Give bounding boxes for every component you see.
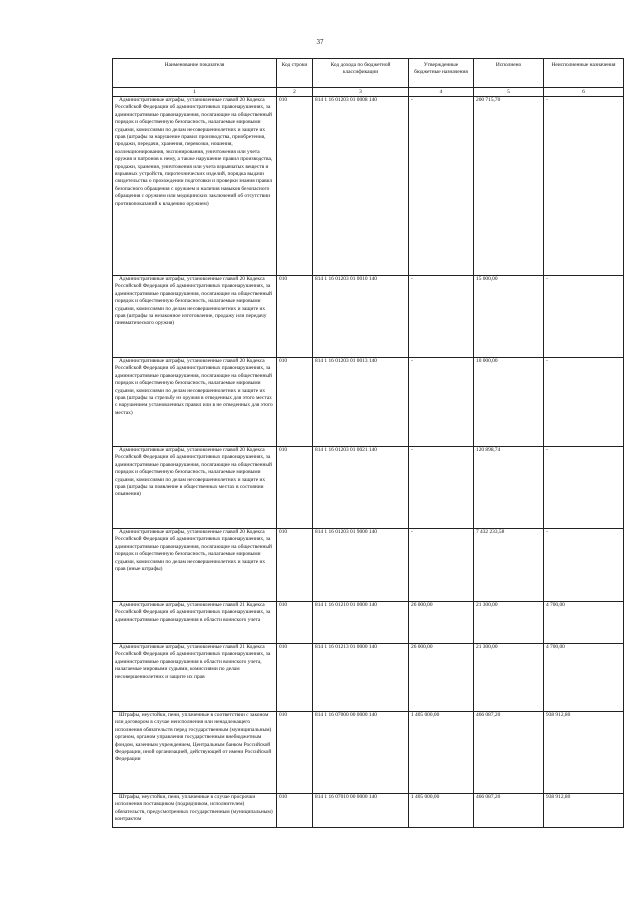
- header-executed: Исполнено: [474, 59, 544, 88]
- row-unexecuted: 4 700,00: [544, 644, 624, 712]
- row-approved: 26 000,00: [409, 644, 474, 712]
- header-approved: Утвержденные бюджетные назначения: [409, 59, 474, 88]
- row-code: 010: [277, 447, 313, 529]
- row-approved: -: [409, 529, 474, 602]
- column-number: 5: [474, 88, 544, 97]
- budget-execution-table: [112, 58, 624, 828]
- row-name: Административные штрафы, установленные главой 20 Кодекса Российской Федерации об административных правонарушениях, за административные правонарушения, посягающие на общественный порядок и общественную безопасность, налагаемые мировыми судьями, комиссиями по делам несовершеннолетних и защите их прав (иные штрафы): [113, 529, 277, 602]
- row-executed: 15 000,00: [474, 276, 544, 358]
- header-name: Наименование показателя: [113, 59, 277, 88]
- row-code: 010: [277, 97, 313, 276]
- column-number: 3: [313, 88, 409, 97]
- column-number: 1: [113, 88, 277, 97]
- row-name: Административные штрафы, установленные главой 20 Кодекса Российской Федерации об административных правонарушениях, за административные правонарушения, посягающие на общественный порядок и общественную безопасность, налагаемые мировыми судьями, комиссиями по делам несовершеннолетних и защите их прав (штрафы за нарушение правил производства, приобретения, продажи, передачи, хранения, перевозки, ношения, коллекционирования, экспонирования, уничтожения или учета оружия и патронов к нему, а также нарушение правил производства, продажи, хранения, уничтожения или учета взрывчатых веществ и взрывных устройств, пиротехнических изделий, порядка выдачи свидетельства о прохождении подготовки и проверки знания правил безопасного обращения с оружием и наличия навыков безопасного обращения с оружием или медицинских заключений об отсутствии противопоказаний к владению оружием): [113, 97, 277, 276]
- row-name: Административные штрафы, установленные главой 21 Кодекса Российской Федерации об административных правонарушениях, за административные правонарушения в области воинского учета, налагаемые мировыми судьями, комиссиями по делам несовершеннолетних и защите их прав: [113, 644, 277, 712]
- row-kbk: 814 1 16 01203 01 0021 140: [313, 447, 409, 529]
- row-executed: 21 300,00: [474, 602, 544, 644]
- row-code: 010: [277, 358, 313, 447]
- row-code: 010: [277, 276, 313, 358]
- row-unexecuted: 938 912,80: [544, 712, 624, 794]
- column-number: 4: [409, 88, 474, 97]
- row-kbk: 814 1 16 01213 01 0000 140: [313, 644, 409, 712]
- row-executed: 7 432 233,58: [474, 529, 544, 602]
- column-number-row: [113, 88, 624, 97]
- table-row: [113, 358, 624, 447]
- row-unexecuted: 4 700,00: [544, 602, 624, 644]
- table-header-row: [113, 59, 624, 88]
- row-unexecuted: -: [544, 276, 624, 358]
- row-kbk: 814 1 16 07010 00 0000 140: [313, 794, 409, 828]
- row-code: 010: [277, 602, 313, 644]
- row-approved: -: [409, 276, 474, 358]
- table-row: [113, 644, 624, 712]
- row-executed: 200 715,70: [474, 97, 544, 276]
- row-approved: 1 405 000,00: [409, 794, 474, 828]
- row-unexecuted: -: [544, 97, 624, 276]
- row-kbk: 814 1 16 01203 01 9000 140: [313, 529, 409, 602]
- row-kbk: 814 1 16 01203 01 0008 140: [313, 97, 409, 276]
- row-unexecuted: 938 912,80: [544, 794, 624, 828]
- row-approved: 26 000,00: [409, 602, 474, 644]
- row-kbk: 814 1 16 07000 00 0000 140: [313, 712, 409, 794]
- row-code: 010: [277, 529, 313, 602]
- table-row: [113, 276, 624, 358]
- row-kbk: 814 1 16 01203 01 0013 140: [313, 358, 409, 447]
- table-row: [113, 712, 624, 794]
- row-name: Административные штрафы, установленные главой 20 Кодекса Российской Федерации об административных правонарушениях, за административные правонарушения, посягающие на общественный порядок и общественную безопасность, налагаемые мировыми судьями, комиссиями по делам несовершеннолетних и защите их прав (штрафы за стрельбу из оружия в отведенных для этого местах с нарушением установленных правил или в не отведенных для этого местах): [113, 358, 277, 447]
- table-row: [113, 529, 624, 602]
- row-unexecuted: -: [544, 358, 624, 447]
- row-unexecuted: -: [544, 447, 624, 529]
- page-number: 37: [316, 38, 324, 46]
- row-approved: -: [409, 358, 474, 447]
- row-executed: 466 087,20: [474, 712, 544, 794]
- header-kbk: Код дохода по бюджетной классификации: [313, 59, 409, 88]
- table-body: [113, 97, 624, 828]
- row-name: Административные штрафы, установленные главой 20 Кодекса Российской Федерации об административных правонарушениях, за административные правонарушения, посягающие на общественный порядок и общественную безопасность, налагаемые мировыми судьями, комиссиями по делам несовершеннолетних и защите их прав (штрафы за появление в общественных местах в состоянии опьянения): [113, 447, 277, 529]
- header-unexecuted: Неисполненные назначения: [544, 59, 624, 88]
- row-name: Штрафы, неустойки, пени, уплаченные в случае просрочки исполнения поставщиком (подрядчиком, исполнителем) обязательств, предусмотренных государственным (муниципальным) контрактом: [113, 794, 277, 828]
- table-row: [113, 447, 624, 529]
- row-approved: 1 405 000,00: [409, 712, 474, 794]
- row-code: 010: [277, 794, 313, 828]
- row-kbk: 814 1 16 01203 01 0010 140: [313, 276, 409, 358]
- row-code: 010: [277, 644, 313, 712]
- row-executed: 120 898,74: [474, 447, 544, 529]
- row-kbk: 814 1 16 01210 01 0000 140: [313, 602, 409, 644]
- column-number: 6: [544, 88, 624, 97]
- row-approved: -: [409, 447, 474, 529]
- table-row: [113, 602, 624, 644]
- column-number: 2: [277, 88, 313, 97]
- row-name: Штрафы, неустойки, пени, уплаченные в соответствии с законом или договором в случае неисполнения или ненадлежащего исполнения обязательств перед государственным (муниципальным) органом, органом управления государственным внебюджетным фондом, казенным учреждением, Центральным банком Российской Федерации, иной организацией, действующей от имени Российской Федерации: [113, 712, 277, 794]
- row-unexecuted: -: [544, 529, 624, 602]
- header-row-code: Код строки: [277, 59, 313, 88]
- row-name: Административные штрафы, установленные главой 20 Кодекса Российской Федерации об административных правонарушениях, за административные правонарушения, посягающие на общественный порядок и общественную безопасность, налагаемые мировыми судьями, комиссиями по делам несовершеннолетних и защите их прав (штрафы за незаконное изготовление, продажу или передачу пневматического оружия): [113, 276, 277, 358]
- table-row: [113, 97, 624, 276]
- row-code: 010: [277, 712, 313, 794]
- row-approved: -: [409, 97, 474, 276]
- row-executed: 10 000,00: [474, 358, 544, 447]
- row-name: Административные штрафы, установленные главой 21 Кодекса Российской Федерации об административных правонарушениях, за административные правонарушения в области воинского учета: [113, 602, 277, 644]
- row-executed: 21 300,00: [474, 644, 544, 712]
- table-row: [113, 794, 624, 828]
- row-executed: 466 087,20: [474, 794, 544, 828]
